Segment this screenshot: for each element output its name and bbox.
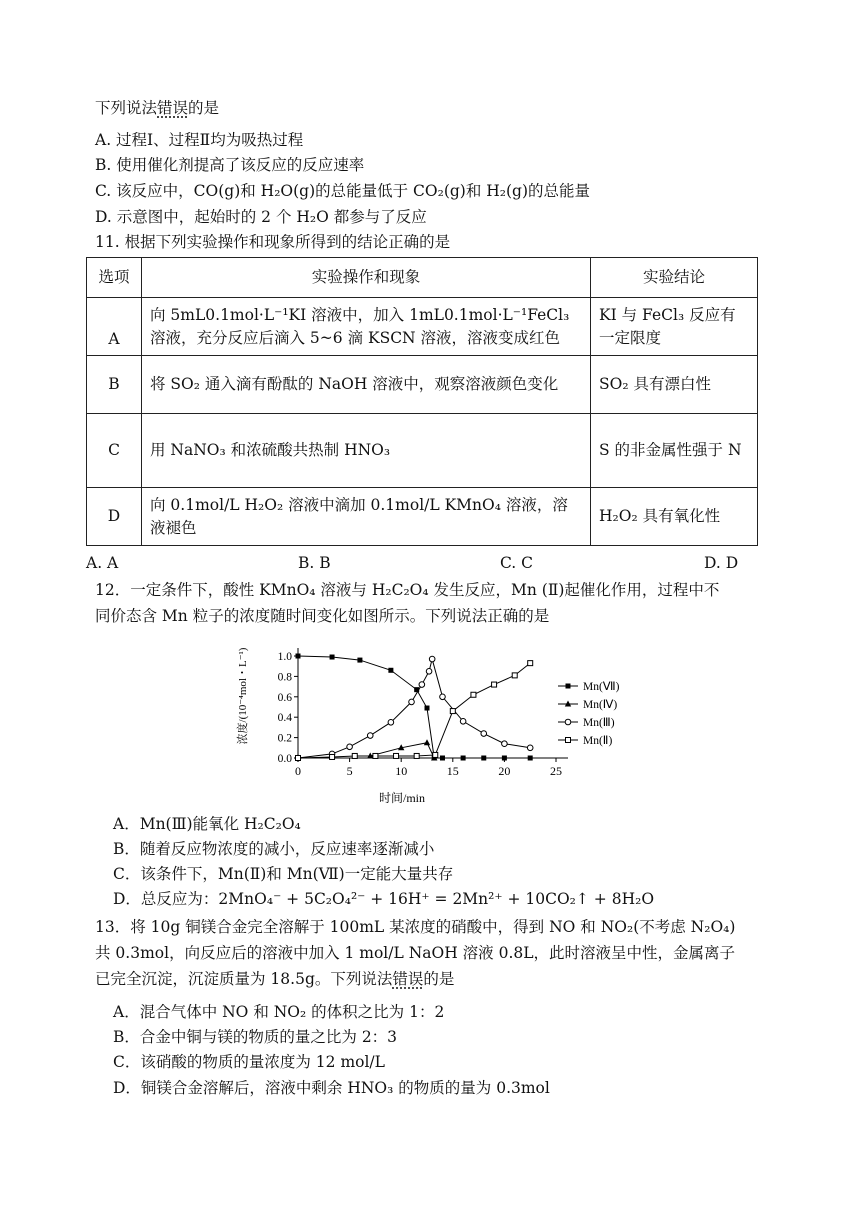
row-option: A	[87, 298, 142, 356]
series-line-3	[298, 663, 530, 758]
data-point	[296, 654, 301, 659]
data-point	[528, 661, 533, 666]
q13-line3: 已完全沉淀，沉淀质量为 18.5g。下列说法错误的是	[95, 970, 455, 988]
data-point	[512, 673, 517, 678]
q10-option-a: A. 过程Ⅰ、过程Ⅱ均为吸热过程	[95, 131, 304, 149]
data-point	[481, 731, 487, 737]
header-conclusion: 实验结论	[591, 258, 758, 298]
data-point	[352, 753, 357, 758]
row-option: B	[87, 356, 142, 414]
header-operation: 实验操作和现象	[142, 258, 591, 298]
choice-c[interactable]: C. C	[500, 554, 534, 572]
table-row	[87, 298, 758, 356]
q13-line2: 共 0.3mol，向反应后的溶液中加入 1 mol/L NaOH 溶液 0.8L，此时溶液呈中性，金属离子	[95, 944, 736, 962]
data-point	[502, 741, 508, 747]
legend-label: Mn(Ⅲ)	[583, 717, 615, 729]
q12-option-c: C．该条件下，Mn(Ⅱ)和 Mn(Ⅶ)一定能大量共存	[113, 865, 454, 883]
legend-label: Mn(Ⅶ)	[583, 681, 620, 693]
choice-a[interactable]: A. A	[86, 554, 119, 572]
q13-line1: 13．将 10g 铜镁合金完全溶解于 100mL 某浓度的硝酸中，得到 NO 和 NO₂(不考虑 N₂O₄)	[95, 918, 736, 936]
data-point	[409, 699, 415, 705]
q12-option-b: B．随着反应物浓度的减小，反应速率逐渐减小	[113, 840, 435, 858]
table-row	[87, 356, 758, 414]
row-conclusion: S 的非金属性强于 N	[591, 414, 758, 488]
data-point	[426, 669, 432, 675]
data-point	[388, 668, 393, 673]
data-point	[460, 718, 466, 724]
q13-option-a: A．混合气体中 NO 和 NO₂ 的体积之比为 1：2	[113, 1003, 445, 1021]
y-tick-label: 0.6	[277, 691, 292, 704]
row-operation: 将 SO₂ 通入滴有酚酞的 NaOH 溶液中，观察溶液颜色变化	[142, 356, 591, 414]
header-option: 选项	[87, 258, 142, 298]
data-point	[419, 682, 425, 688]
data-point	[461, 756, 466, 761]
q12-stem-line2: 同价态含 Mn 粒子的浓度随时间变化如图所示。下列说法正确的是	[95, 607, 550, 625]
q11-stem: 11. 根据下列实验操作和现象所得到的结论正确的是	[95, 233, 451, 251]
row-operation: 向 0.1mol/L H₂O₂ 溶液中滴加 0.1mol/L KMnO₄ 溶液，溶液褪色	[142, 488, 591, 546]
x-tick-label: 20	[498, 764, 511, 778]
data-point	[440, 694, 446, 700]
q13-option-d: D．铜镁合金溶解后，溶液中剩余 HNO₃ 的物质的量为 0.3mol	[113, 1079, 550, 1097]
data-point	[394, 753, 399, 758]
data-point	[429, 656, 435, 662]
row-conclusion: KI 与 FeCl₃ 反应有一定限度	[591, 298, 758, 356]
x-tick-label: 10	[395, 764, 408, 778]
row-conclusion: H₂O₂ 具有氧化性	[591, 488, 758, 546]
q13-option-c: C．该硝酸的物质的量浓度为 12 mol/L	[113, 1053, 385, 1071]
x-tick-label: 5	[346, 764, 353, 778]
data-point	[330, 655, 335, 660]
data-point	[424, 739, 430, 745]
series-line-2	[298, 659, 530, 758]
table-row	[87, 488, 758, 546]
x-tick-label: 25	[550, 764, 562, 778]
data-point	[367, 733, 373, 739]
y-tick-label: 1.0	[277, 651, 292, 663]
legend-label: Mn(Ⅳ)	[583, 699, 618, 711]
data-point	[492, 682, 497, 687]
data-point	[481, 756, 486, 761]
data-point	[347, 744, 353, 750]
data-point	[440, 756, 445, 761]
q12-option-a: A．Mn(Ⅲ)能氧化 H₂C₂O₄	[113, 815, 301, 833]
data-point	[330, 754, 335, 759]
q12-stem-line1: 12．一定条件下，酸性 KMnO₄ 溶液与 H₂C₂O₄ 发生反应，Mn (Ⅱ)起催化作用，过程中不	[95, 581, 720, 599]
q10-option-b: B. 使用催化剂提高了该反应的反应速率	[95, 156, 365, 174]
q10-option-c: C. 该反应中，CO(g)和 H₂O(g)的总能量低于 CO₂(g)和 H₂(g)的总能量	[95, 182, 591, 200]
q11-choices	[86, 554, 758, 574]
choice-b[interactable]: B. B	[298, 554, 331, 572]
q12-option-d: D．总反应为：2MnO₄⁻ + 5C₂O₄²⁻ + 16H⁺ = 2Mn²⁺ + 10CO₂↑ + 8H₂O	[113, 890, 655, 908]
data-point	[414, 753, 419, 758]
row-option: D	[87, 488, 142, 546]
x-tick-label: 0	[295, 764, 301, 778]
data-point	[425, 706, 430, 711]
legend-marker	[566, 738, 571, 743]
x-axis-label: 时间/min	[378, 791, 426, 805]
table-header-row	[87, 258, 758, 298]
x-tick-label: 15	[446, 764, 459, 778]
legend-label: Mn(Ⅱ)	[583, 735, 613, 747]
row-option: C	[87, 414, 142, 488]
data-point	[433, 752, 438, 757]
y-tick-label: 0.4	[277, 712, 292, 725]
row-conclusion: SO₂ 具有漂白性	[591, 356, 758, 414]
data-point	[502, 756, 507, 761]
series-line-0	[298, 656, 530, 758]
data-point	[471, 692, 476, 697]
data-point	[357, 658, 362, 663]
experiment-table	[86, 257, 758, 546]
q13-option-b: B．合金中铜与镁的物质的量之比为 2：3	[113, 1028, 398, 1046]
q10-stem: 下列说法错误的是	[95, 99, 220, 117]
concentration-chart	[230, 636, 650, 806]
legend-marker	[566, 684, 571, 689]
row-operation: 用 NaNO₃ 和浓硫酸共热制 HNO₃	[142, 414, 591, 488]
data-point	[528, 756, 533, 761]
y-tick-label: 0.0	[277, 753, 292, 765]
data-point	[296, 756, 301, 761]
data-point	[527, 745, 533, 751]
choice-d[interactable]: D. D	[704, 554, 739, 572]
y-axis-label: 浓度/(10⁻⁴mol・L⁻¹)	[237, 647, 249, 745]
q10-option-d: D. 示意图中，起始时的 2 个 H₂O 都参与了反应	[95, 208, 427, 226]
y-tick-label: 0.2	[277, 732, 292, 745]
legend-marker	[565, 719, 571, 725]
y-tick-label: 0.8	[277, 671, 292, 684]
data-point	[373, 753, 378, 758]
data-point	[388, 720, 394, 726]
data-point	[450, 709, 455, 714]
row-operation: 向 5mL0.1mol·L⁻¹KI 溶液中，加入 1mL0.1mol·L⁻¹FeCl₃ 溶液，充分反应后滴入 5~6 滴 KSCN 溶液，溶液变成红色	[142, 298, 591, 356]
table-row	[87, 414, 758, 488]
